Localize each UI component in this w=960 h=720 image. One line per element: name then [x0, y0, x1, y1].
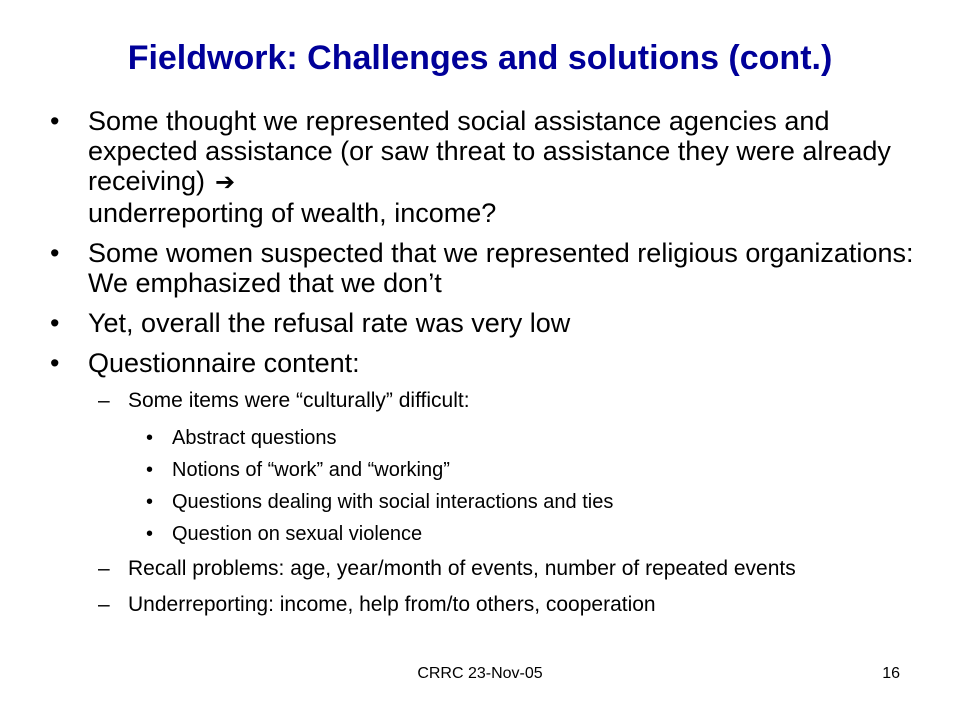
bullet-icon: •: [146, 427, 154, 449]
sub-item: [50, 558, 930, 580]
bullet-item: [50, 308, 930, 338]
sub-sub-item: [50, 522, 930, 546]
arrow-right-icon: ➔: [215, 169, 236, 196]
slide-body: [50, 106, 930, 626]
bullet-item: [50, 106, 930, 228]
dash-icon: –: [98, 389, 110, 412]
bullet-icon: •: [146, 523, 154, 545]
bullet-text: Questionnaire content:: [88, 348, 360, 378]
sub-item-text: Underreporting: income, help from/to others, cooperation: [128, 593, 656, 616]
bullet-item: [50, 348, 930, 378]
bullet-item: [50, 238, 930, 298]
sub-item-text: Some items were “culturally” difficult:: [128, 389, 470, 412]
sub-sub-item: [50, 426, 930, 450]
slide-title: Fieldwork: Challenges and solutions (cont.): [127, 39, 833, 77]
page-number: 16: [882, 665, 900, 682]
footer-text: CRRC 23-Nov-05: [417, 665, 543, 682]
sub-item: [50, 390, 930, 412]
bullet-icon: •: [146, 459, 154, 481]
sub-sub-item-text: Abstract questions: [172, 427, 337, 449]
bullet-icon: •: [50, 308, 60, 338]
bullet-icon: •: [50, 348, 60, 378]
sub-item: [50, 594, 930, 616]
bullet-icon: •: [50, 238, 60, 268]
bullet-icon: •: [146, 491, 154, 513]
sub-sub-item-text: Questions dealing with social interactions and ties: [172, 491, 614, 513]
sub-sub-item: [50, 490, 930, 514]
dash-icon: –: [98, 593, 110, 616]
bullet-text-continued: underreporting of wealth, income?: [88, 198, 497, 228]
bullet-text: Some thought we represented social assistance agencies and expected assistance (or saw threat to assistance they were already receiving): [88, 106, 891, 196]
dash-icon: –: [98, 557, 110, 580]
bullet-text: Some women suspected that we represented religious organizations: We emphasized that we don’t: [88, 238, 914, 298]
bullet-text: Yet, overall the refusal rate was very low: [88, 308, 571, 338]
bullet-icon: •: [50, 106, 60, 136]
sub-sub-item-text: Notions of “work” and “working”: [172, 459, 450, 481]
sub-sub-item: [50, 458, 930, 482]
sub-sub-item-text: Question on sexual violence: [172, 523, 423, 545]
sub-item-text: Recall problems: age, year/month of events, number of repeated events: [128, 557, 796, 580]
